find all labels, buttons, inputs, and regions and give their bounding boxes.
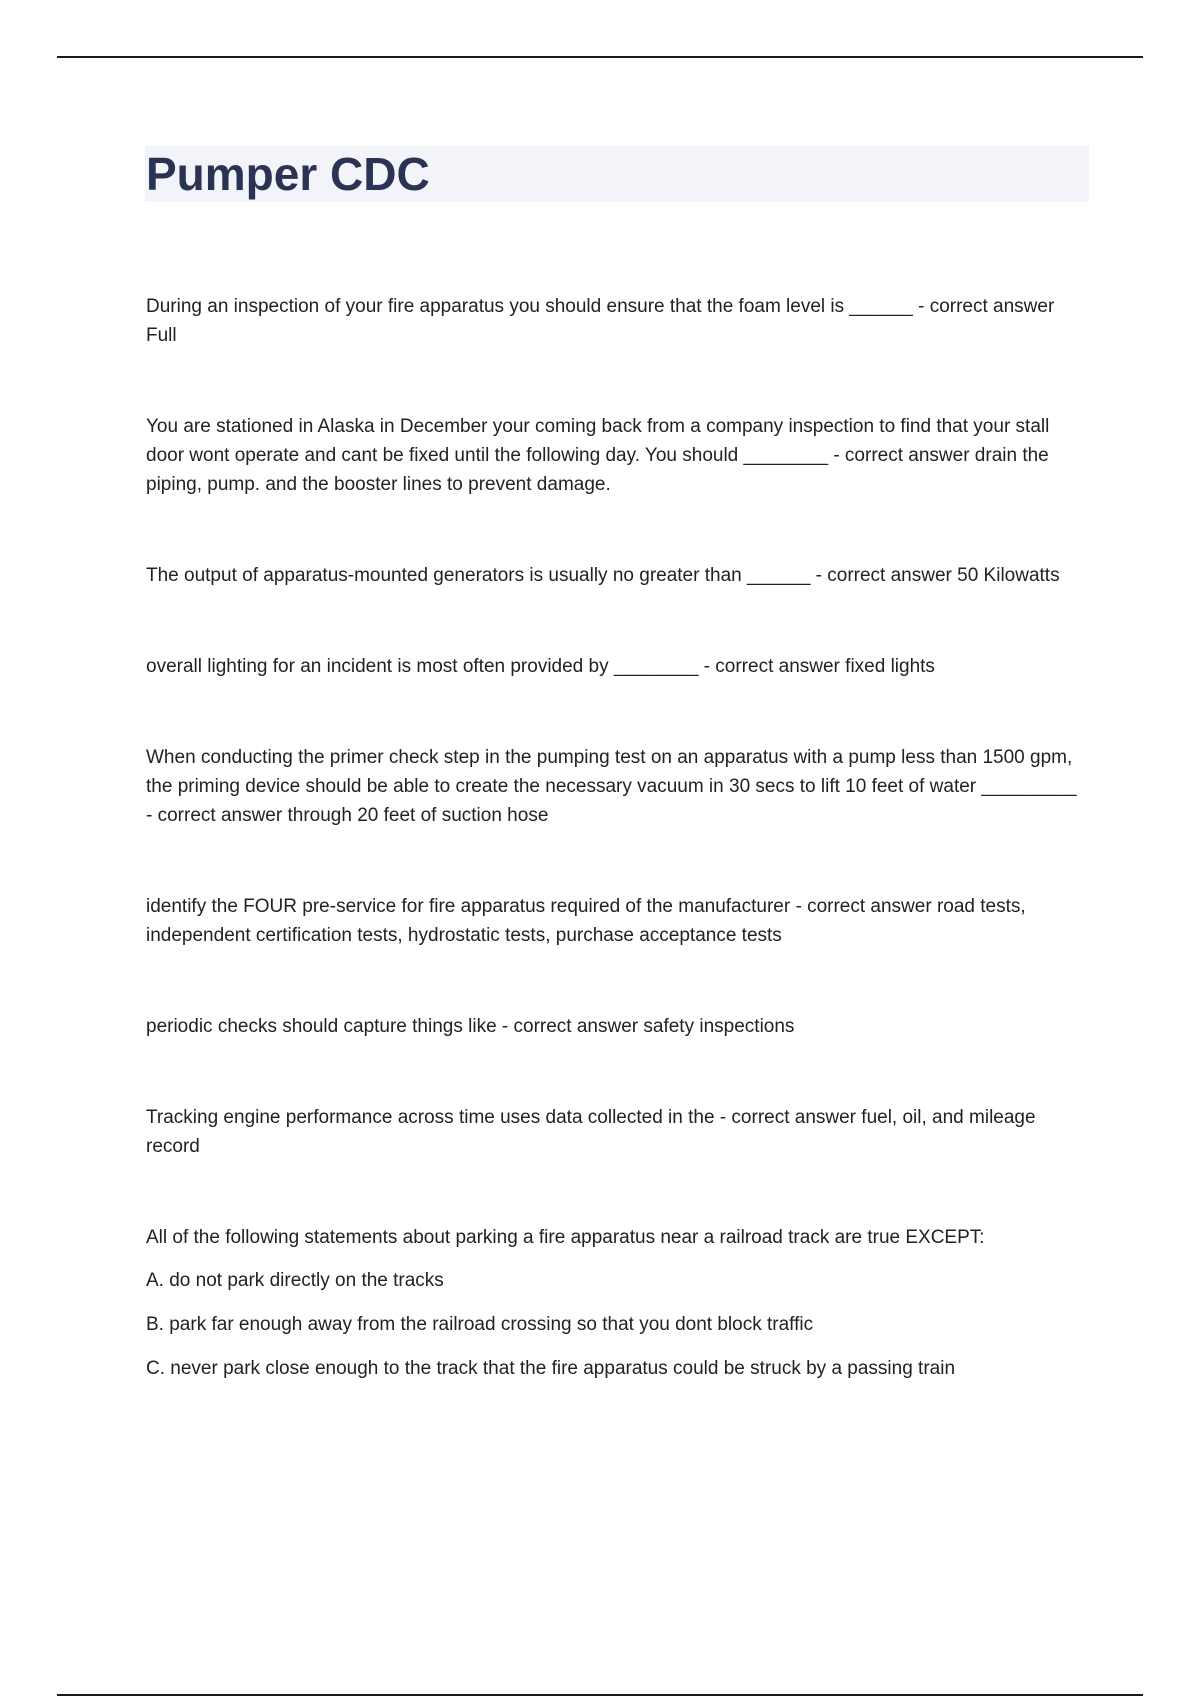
qa-item-1: During an inspection of your fire apparatus you should ensure that the foam level is ______ - correct answer Full <box>146 296 1055 346</box>
qa-item-6: identify the FOUR pre-service for fire apparatus required of the manufacturer - correct answer road tests, independent certification tests, hydrostatic tests, purchase acceptance tests <box>146 896 1026 946</box>
top-rule <box>57 56 1143 58</box>
bottom-rule <box>57 1694 1143 1696</box>
qa-item-2: You are stationed in Alaska in December your coming back from a company inspection to find that your stall door wont operate and cant be fixed until the following day. You should ________ - correct answer drain the piping, pump. and the booster lines to prevent damage. <box>146 416 1050 495</box>
qa-item-3: The output of apparatus-mounted generators is usually no greater than ______ - correct answer 50 Kilowatts <box>146 565 1060 586</box>
qa-item-4: overall lighting for an incident is most often provided by ________ - correct answer fixed lights <box>146 656 935 677</box>
page-title: Pumper CDC <box>146 148 430 200</box>
qa-item-7: periodic checks should capture things like - correct answer safety inspections <box>146 1016 795 1037</box>
option-c: C. never park close enough to the track that the fire apparatus could be struck by a passing train <box>146 1358 956 1379</box>
option-b: B. park far enough away from the railroad crossing so that you dont block traffic <box>146 1314 814 1335</box>
qa-item-8: Tracking engine performance across time uses data collected in the - correct answer fuel, oil, and mileage record <box>146 1107 1036 1157</box>
question-stem: All of the following statements about parking a fire apparatus near a railroad track are true EXCEPT: <box>146 1227 985 1248</box>
option-a: A. do not park directly on the tracks <box>146 1270 444 1291</box>
qa-item-5: When conducting the primer check step in the pumping test on an apparatus with a pump less than 1500 gpm, the priming device should be able to create the necessary vacuum in 30 secs to lift 10 feet of water _________ - correct answer through 20 feet of suction hose <box>146 747 1077 826</box>
document-body <box>146 292 1086 1398</box>
